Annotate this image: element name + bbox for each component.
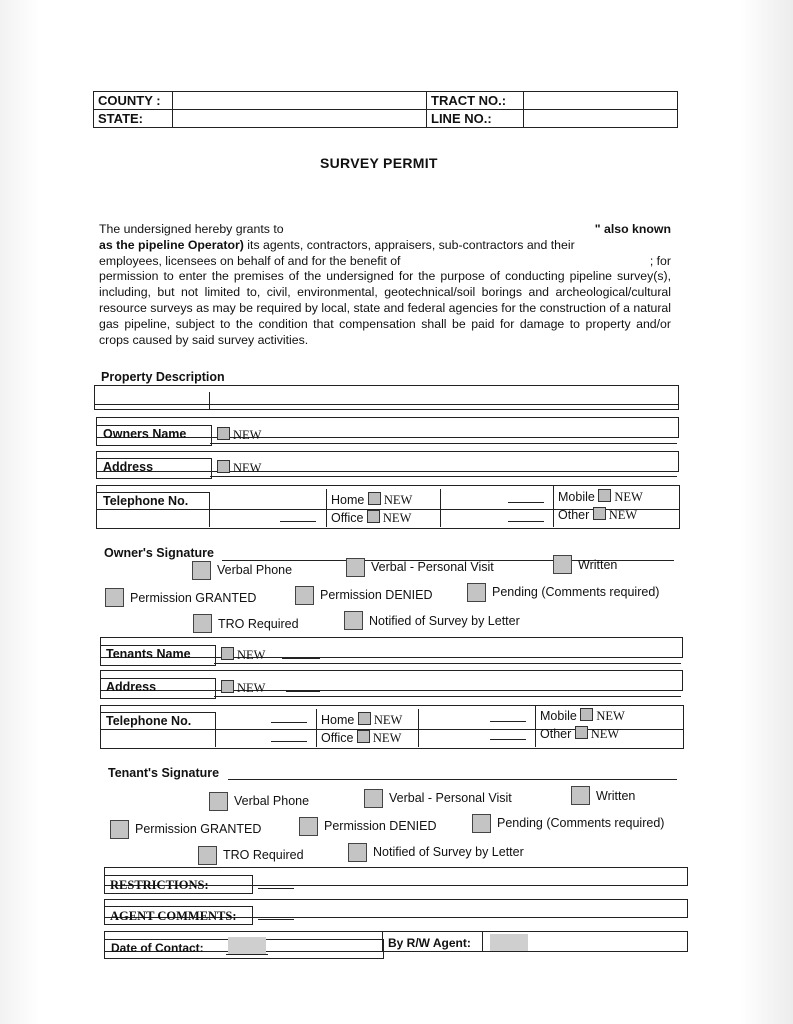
owner-address-new[interactable] bbox=[217, 459, 261, 477]
new-label: NEW bbox=[233, 428, 262, 442]
tenants-name-label: Tenants Name bbox=[106, 647, 191, 661]
agent-comments-label: AGENT COMMENTS: bbox=[110, 909, 237, 923]
grant-paragraph bbox=[99, 222, 671, 348]
divider bbox=[100, 712, 216, 713]
owner-verbal-visit-checkbox[interactable] bbox=[346, 558, 365, 577]
intro-line-1-end: " also known bbox=[594, 222, 671, 236]
owner-notified-checkbox[interactable] bbox=[344, 611, 363, 630]
blank-line bbox=[490, 739, 526, 740]
date-contact-label: Date of Contact: bbox=[111, 941, 204, 955]
intro-line-2: its agents, contractors, appraisers, sub-contractors and their bbox=[243, 237, 575, 252]
tenant-granted-label: Permission GRANTED bbox=[135, 822, 262, 836]
new-checkbox-icon[interactable] bbox=[367, 510, 380, 523]
county-field[interactable] bbox=[173, 92, 427, 110]
owner-office-option[interactable] bbox=[331, 510, 411, 526]
page-title: SURVEY PERMIT bbox=[320, 155, 438, 171]
new-label: NEW bbox=[590, 727, 620, 741]
owner-denied-checkbox[interactable] bbox=[295, 586, 314, 605]
blank-line bbox=[282, 658, 320, 659]
new-label: NEW bbox=[608, 508, 638, 522]
tenant-granted-checkbox[interactable] bbox=[110, 820, 129, 839]
owner-signature-label: Owner's Signature bbox=[104, 546, 214, 560]
property-description-row-2[interactable] bbox=[94, 392, 679, 410]
divider bbox=[209, 392, 210, 410]
tenant-denied-label: Permission DENIED bbox=[324, 819, 437, 833]
divider bbox=[553, 486, 554, 527]
blank-line bbox=[226, 954, 268, 955]
owner-denied-label: Permission DENIED bbox=[320, 588, 433, 602]
new-checkbox-icon[interactable] bbox=[358, 712, 371, 725]
new-label: NEW bbox=[372, 731, 402, 745]
intro-line-1: The undersigned hereby grants to bbox=[99, 222, 284, 236]
blank-line bbox=[490, 721, 526, 722]
owner-written-checkbox[interactable] bbox=[553, 555, 572, 574]
owner-written-label: Written bbox=[578, 558, 618, 572]
office-label: Office bbox=[321, 731, 354, 745]
tenants-name-new[interactable] bbox=[221, 646, 265, 664]
divider bbox=[251, 917, 686, 918]
tenant-home-option[interactable] bbox=[321, 712, 402, 728]
tract-label: TRACT NO.: bbox=[427, 92, 524, 110]
new-checkbox-icon[interactable] bbox=[217, 427, 230, 440]
tenant-pending-checkbox[interactable] bbox=[472, 814, 491, 833]
blank-line bbox=[271, 741, 307, 742]
new-label: NEW bbox=[237, 648, 266, 662]
blank-line bbox=[258, 888, 294, 889]
tenant-telephone-label: Telephone No. bbox=[106, 714, 192, 728]
divider bbox=[210, 476, 677, 477]
tenant-denied-checkbox[interactable] bbox=[299, 817, 318, 836]
tenant-notified-checkbox[interactable] bbox=[348, 843, 367, 862]
tenant-tro-label: TRO Required bbox=[223, 848, 304, 862]
state-label: STATE: bbox=[94, 110, 173, 128]
owner-verbal-visit-label: Verbal - Personal Visit bbox=[371, 560, 494, 574]
tenant-mobile-option[interactable] bbox=[540, 708, 625, 724]
intro-line-3: employees, licensees on behalf of and for the benefit of bbox=[99, 253, 401, 268]
home-label: Home bbox=[321, 713, 355, 727]
owner-telephone-label: Telephone No. bbox=[103, 494, 189, 508]
tenant-pending-label: Pending (Comments required) bbox=[497, 816, 665, 830]
new-label: NEW bbox=[373, 713, 403, 727]
tenant-other-option[interactable] bbox=[540, 726, 619, 742]
owner-pending-label: Pending (Comments required) bbox=[492, 585, 660, 599]
owners-name-label: Owners Name bbox=[103, 427, 187, 441]
new-label: NEW bbox=[614, 490, 643, 504]
header-table bbox=[93, 91, 678, 128]
tenant-written-checkbox[interactable] bbox=[571, 786, 590, 805]
divider bbox=[482, 931, 483, 951]
divider bbox=[251, 885, 686, 886]
rw-agent-value[interactable] bbox=[490, 934, 528, 951]
tenant-written-label: Written bbox=[596, 789, 636, 803]
tenant-verbal-visit-checkbox[interactable] bbox=[364, 789, 383, 808]
owner-notified-label: Notified of Survey by Letter bbox=[369, 614, 520, 628]
tenant-verbal-phone-checkbox[interactable] bbox=[209, 792, 228, 811]
tract-field[interactable] bbox=[524, 92, 678, 110]
tenant-address-label: Address bbox=[106, 680, 157, 694]
owners-name-new[interactable] bbox=[217, 426, 261, 444]
owner-verbal-phone-label: Verbal Phone bbox=[217, 563, 293, 577]
tenant-signature-label: Tenant's Signature bbox=[108, 766, 220, 780]
property-description-label: Property Description bbox=[101, 370, 225, 384]
line-label: LINE NO.: bbox=[427, 110, 524, 128]
owner-mobile-option[interactable] bbox=[558, 489, 643, 505]
tenant-verbal-phone-label: Verbal Phone bbox=[234, 794, 310, 808]
new-label: NEW bbox=[233, 461, 262, 475]
intro-bold: as the pipeline Operator) bbox=[99, 237, 244, 252]
restrictions-label: RESTRICTIONS: bbox=[110, 878, 209, 892]
blank-line bbox=[280, 521, 316, 522]
other-label: Other bbox=[558, 508, 590, 522]
date-contact-value[interactable] bbox=[228, 937, 266, 954]
tenant-verbal-visit-label: Verbal - Personal Visit bbox=[389, 791, 512, 805]
new-checkbox-icon[interactable] bbox=[598, 489, 611, 502]
blank-line bbox=[508, 502, 544, 503]
divider bbox=[214, 663, 681, 664]
owner-tro-label: TRO Required bbox=[218, 617, 299, 631]
new-checkbox-icon[interactable] bbox=[357, 730, 370, 743]
new-checkbox-icon[interactable] bbox=[368, 492, 381, 505]
mobile-label: Mobile bbox=[558, 490, 595, 504]
intro-line-3-end: ; for bbox=[649, 253, 671, 268]
intro-body: permission to enter the premises of the undersigned for the purpose of conducting pipeline survey(s), including, but not limited to, civil, environmental, geotechnical/soil borings and archeological/cultural resource surveys as may be required by local, state and federal agencies for the construction of a natural gas pipeline, subject to the condition that compensation shall be paid for damage to property and/or crops caused by said survey activities. bbox=[99, 269, 671, 347]
divider bbox=[96, 492, 210, 493]
tenant-office-option[interactable] bbox=[321, 730, 401, 746]
new-checkbox-icon[interactable] bbox=[217, 460, 230, 473]
tenant-address-new[interactable] bbox=[221, 679, 265, 697]
divider bbox=[326, 489, 327, 527]
new-checkbox-icon[interactable] bbox=[221, 647, 234, 660]
owner-other-option[interactable] bbox=[558, 507, 637, 523]
tenant-tro-checkbox[interactable] bbox=[198, 846, 217, 865]
divider bbox=[215, 712, 216, 747]
mobile-label: Mobile bbox=[540, 709, 577, 723]
owner-verbal-phone-checkbox[interactable] bbox=[192, 561, 211, 580]
divider bbox=[209, 492, 210, 527]
divider bbox=[418, 709, 419, 747]
owner-tro-checkbox[interactable] bbox=[193, 614, 212, 633]
divider bbox=[214, 696, 681, 697]
blank-line bbox=[271, 722, 307, 723]
new-checkbox-icon[interactable] bbox=[593, 507, 606, 520]
divider bbox=[382, 931, 383, 952]
owner-granted-checkbox[interactable] bbox=[105, 588, 124, 607]
line-field[interactable] bbox=[524, 110, 678, 128]
owner-pending-checkbox[interactable] bbox=[467, 583, 486, 602]
county-label: COUNTY : bbox=[94, 92, 173, 110]
home-label: Home bbox=[331, 493, 365, 507]
divider bbox=[316, 709, 317, 747]
tenant-notified-label: Notified of Survey by Letter bbox=[373, 845, 524, 859]
blank-line bbox=[258, 919, 294, 920]
blank-line bbox=[508, 521, 544, 522]
office-label: Office bbox=[331, 511, 364, 525]
rw-agent-label: By R/W Agent: bbox=[388, 936, 471, 950]
other-label: Other bbox=[540, 727, 572, 741]
state-field[interactable] bbox=[173, 110, 427, 128]
owner-granted-label: Permission GRANTED bbox=[130, 591, 257, 605]
new-checkbox-icon[interactable] bbox=[575, 726, 588, 739]
new-label: NEW bbox=[382, 511, 412, 525]
new-checkbox-icon[interactable] bbox=[221, 680, 234, 693]
new-label: NEW bbox=[596, 709, 625, 723]
divider bbox=[440, 489, 441, 527]
owner-address-label: Address bbox=[103, 460, 154, 474]
new-checkbox-icon[interactable] bbox=[580, 708, 593, 721]
divider bbox=[535, 706, 536, 747]
new-label: NEW bbox=[383, 493, 413, 507]
owner-home-option[interactable] bbox=[331, 492, 412, 508]
divider bbox=[210, 443, 677, 444]
blank-line bbox=[286, 691, 320, 692]
tenant-signature-line[interactable] bbox=[228, 779, 677, 780]
new-label: NEW bbox=[237, 681, 266, 695]
